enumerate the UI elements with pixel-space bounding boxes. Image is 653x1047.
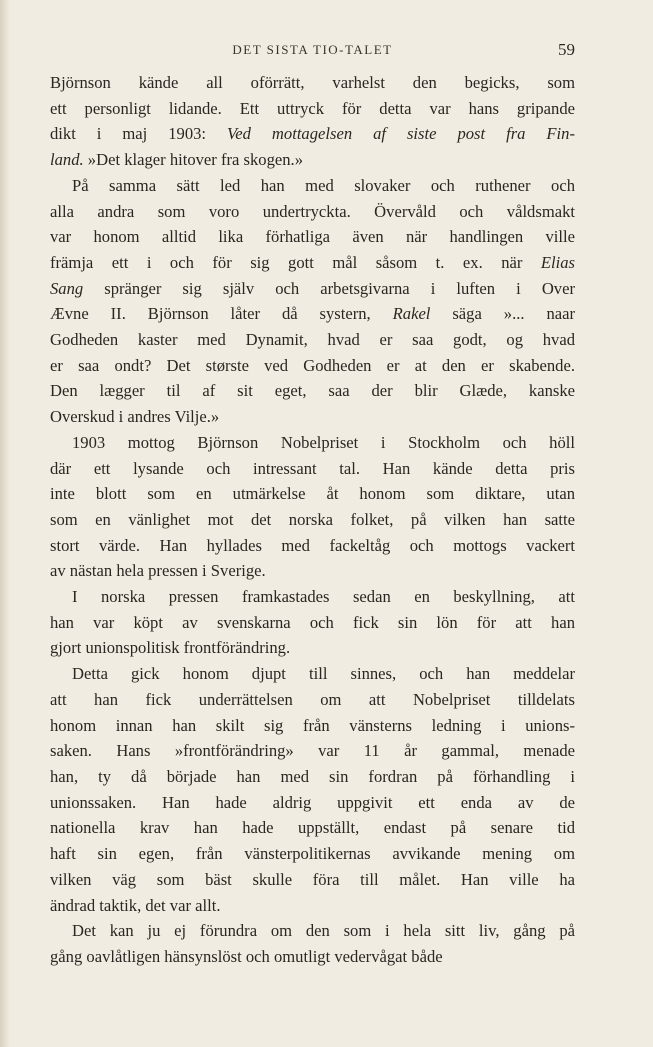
text-line: honom innan han skilt sig från vänsterns ledning i unions- — [50, 715, 575, 735]
text-line: nationella krav han hade uppställt, endast på senare tid — [50, 818, 575, 838]
text-line: dikt i maj 1903: Ved mottagelsen af siste post fra Fin- — [50, 124, 575, 144]
text-line: Den lægger til af sit eget, saa der blir Glæde, kanske — [50, 381, 575, 401]
text-line: Overskud i andres Vilje.» — [50, 407, 220, 427]
running-title: DET SISTA TIO-TALET — [232, 42, 393, 57]
body-text — [50, 70, 575, 970]
text-line: att han fick underrättelsen om att Nobelpriset tilldelats — [50, 689, 575, 709]
text-line: Ævne II. Björnson låter då systern, Rakel säga »... naar — [50, 304, 575, 324]
text-line: land. »Det klager hitover fra skogen.» — [50, 150, 303, 170]
text-line: Detta gick honom djupt till sinnes, och han meddelar — [72, 664, 575, 684]
page-number: 59 — [558, 40, 575, 59]
text-line: ändrad taktik, det var allt. — [50, 895, 221, 915]
text-line: där ett lysande och intressant tal. Han kände detta pris — [50, 458, 575, 478]
text-line: gång oavlåtligen hänsynslöst och omutligt vedervågat både — [50, 946, 443, 966]
text-line: vilken väg som bäst skulle föra till målet. Han ville ha — [50, 869, 575, 889]
text-line: Godheden kaster med Dynamit, hvad er saa godt, og hvad — [50, 330, 575, 350]
text-line: Det kan ju ej förundra om den som i hela sitt liv, gång på — [72, 921, 575, 941]
text-line: av nästan hela pressen i Sverige. — [50, 561, 266, 581]
text-line: han var köpt av svenskarna och fick sin lön för att han — [50, 612, 575, 632]
text-line: gjort unionspolitisk frontförändring. — [50, 638, 291, 658]
text-line: saken. Hans »frontförändring» var 11 år gammal, menade — [50, 741, 575, 761]
text-line: inte blott som en utmärkelse åt honom som diktare, utan — [50, 484, 575, 504]
text-line: I norska pressen framkastades sedan en beskyllning, att — [72, 587, 575, 607]
text-line: stort värde. Han hyllades med fackeltåg och mottogs vackert — [50, 535, 575, 555]
text-line: På samma sätt led han med slovaker och ruthener och — [72, 175, 575, 195]
text-line: ett personligt lidande. Ett uttryck för detta var hans gripande — [50, 98, 575, 118]
text-line: Björnson kände all oförrätt, varhelst den begicks, som — [50, 73, 575, 92]
text-line: främja ett i och för sig gott mål såsom t. ex. när Elias — [50, 252, 575, 272]
text-line: 1903 mottog Björnson Nobelpriset i Stockholm och höll — [72, 432, 575, 452]
text-line: alla andra som voro undertryckta. Övervåld och våldsmakt — [50, 201, 575, 221]
text-line: var honom alltid lika förhatliga även när handlingen ville — [50, 227, 575, 247]
text-line: er saa ondt? Det største ved Godheden er at den er skabende. — [50, 355, 575, 375]
text-line: Sang spränger sig själv och arbetsgivarna i luften i Over — [50, 278, 575, 298]
text-line: som en vänlighet mot det norska folket, på vilken han satte — [50, 509, 575, 529]
page-header — [50, 42, 575, 64]
text-line: haft sin egen, från vänsterpolitikernas avvikande mening om — [50, 844, 575, 864]
text-line: han, ty då började han med sin fordran på förhandling i — [50, 766, 575, 786]
text-line: unionssaken. Han hade aldrig uppgivit ett enda av de — [50, 792, 575, 812]
